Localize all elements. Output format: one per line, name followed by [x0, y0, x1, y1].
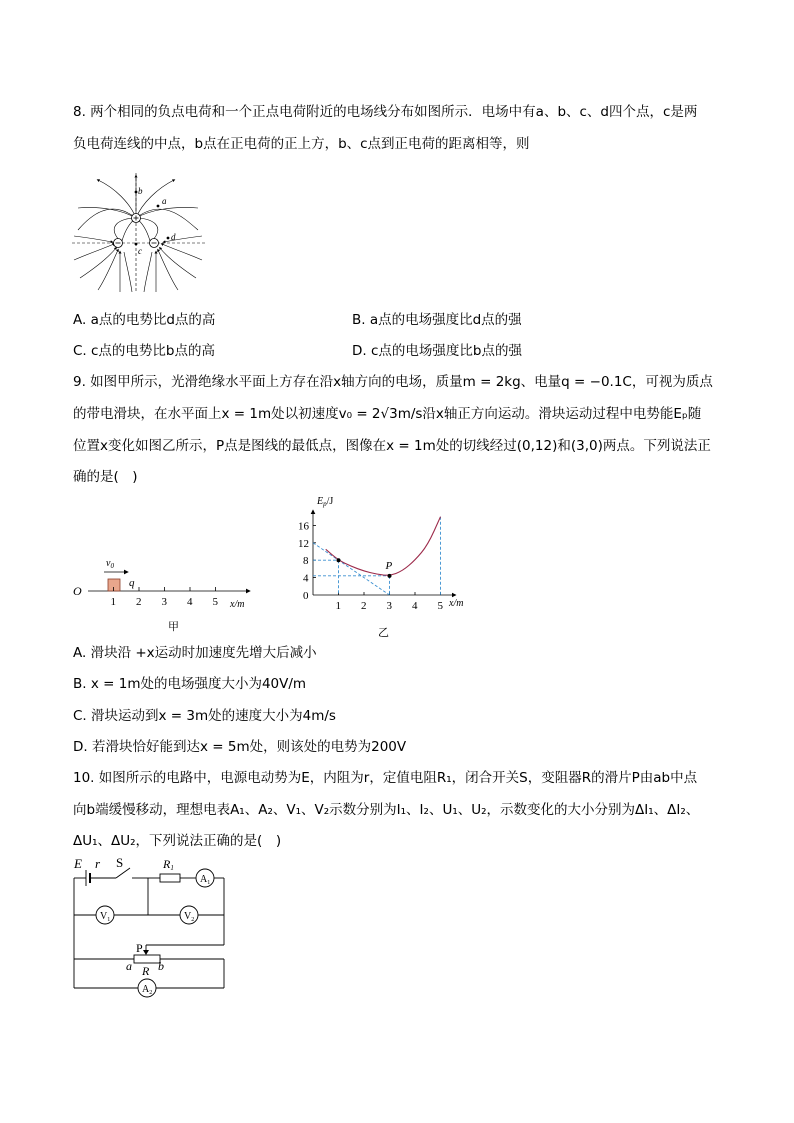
marked-point	[388, 574, 392, 578]
jia-tick-label: 5	[212, 596, 218, 608]
svg-text:A2: $A_2$	[142, 984, 153, 996]
ammeter-a2	[138, 979, 156, 997]
q8-option-d: D. c点的电场强度比b点的强	[352, 343, 522, 359]
yi-y-tick-label: 16	[298, 520, 309, 533]
q9-stem-line-1: 9. 如图甲所示，光滑绝缘水平面上方存在沿x轴方向的电场，质量m = 2kg、电量q = −0.1C，可视为质点	[73, 374, 713, 390]
y-axis-label: E	[317, 496, 324, 507]
v0-label: v	[106, 558, 111, 569]
figure-yi	[285, 490, 475, 640]
q9-stem-line-4: 确的是( )	[73, 469, 138, 485]
yi-x-tick-label: 3	[386, 600, 392, 612]
svg-text:v0	[106, 558, 114, 570]
q10-stem-line-1: 10. 如图所示的电路中，电源电动势为E，内阻为r，定值电阻R₁，闭合开关S，变阻器R的滑片P由ab中点	[73, 770, 698, 786]
yi-y-tick-label: 4	[303, 572, 309, 585]
slider-block	[108, 579, 120, 591]
svg-text:A1: $A_1$	[200, 874, 211, 886]
y-axis-label-sub: p	[323, 500, 327, 508]
yi-x-axis-label: x/m	[449, 598, 464, 609]
jia-tick-label: 2	[136, 596, 142, 608]
ep-curve	[326, 517, 441, 576]
q9-option-a: A. 滑块沿 +x运动时加速度先增大后减小	[73, 645, 317, 661]
q10-stem-line-2: 向b端缓慢移动，理想电表A₁、A₂、V₁、V₂示数分别为I₁、I₂、U₁、U₂，示数变化的大小分别为ΔI₁、ΔI₂、	[73, 802, 700, 818]
label-p: P	[136, 941, 143, 955]
svg-text:V2: $V_2$	[184, 911, 195, 923]
x-axis-label: x/m	[230, 599, 245, 610]
label-c: c	[138, 246, 142, 256]
label-r1: R	[163, 857, 171, 871]
label-a: a	[126, 959, 132, 973]
jia-tick-label: 4	[187, 596, 193, 608]
yi-x-tick-label: 5	[437, 600, 443, 612]
label-r: r	[95, 856, 101, 871]
label-s: S	[116, 855, 124, 870]
svg-text:Ep/J	[316, 496, 333, 508]
yi-y-tick-label: 0	[303, 590, 309, 602]
label-rheostat-r: R	[142, 964, 150, 978]
q8-stem-line-1: 8. 两个相同的负点电荷和一个正点电荷附近的电场线分布如图所示．电场中有a、b、c、d四个点，c是两	[73, 104, 698, 120]
svg-text:V1: $V_1$	[100, 911, 111, 923]
v0-subscript: 0	[110, 562, 114, 570]
caption-yi: 乙	[378, 627, 389, 639]
field-lines-figure	[70, 168, 210, 296]
q9-option-d: D. 若滑块恰好能到达x = 5m处，则该处的电势为200V	[73, 739, 407, 755]
label-e: E	[74, 856, 82, 871]
q8-option-a: A. a点的电势比d点的高	[73, 312, 216, 328]
q8-option-c: C. c点的电势比b点的高	[73, 343, 216, 359]
jia-tick-label: 1	[110, 596, 116, 608]
rheostat	[134, 955, 160, 963]
slider-arrow	[143, 950, 149, 955]
circuit-figure	[70, 855, 230, 1000]
svg-text:R1	[162, 857, 174, 872]
yi-x-tick-label: 2	[361, 600, 367, 612]
voltmeter-v2	[180, 906, 198, 924]
caption-jia: 甲	[168, 621, 179, 633]
q-label: q	[129, 577, 135, 589]
q10-stem-line-3: ΔU₁、ΔU₂，下列说法正确的是( )	[73, 833, 282, 849]
label-d: d	[171, 232, 176, 242]
jia-tick-label: 3	[161, 596, 167, 608]
point-p-label: P	[385, 559, 393, 572]
label-a: a	[162, 196, 167, 206]
label-r1-sub: 1	[170, 864, 174, 872]
label-b: b	[158, 959, 164, 973]
marked-point	[337, 558, 341, 562]
q8-option-b: B. a点的电场强度比d点的强	[352, 312, 522, 328]
y-axis-unit: /J	[326, 496, 334, 507]
origin-label: O	[73, 584, 82, 598]
q9-option-b: B. x = 1m处的电场强度大小为40V/m	[73, 676, 307, 692]
q9-stem-line-3: 位置x变化如图乙所示，P点是图线的最低点，图像在x = 1m处的切线经过(0,12)和(3,0)两点。下列说法正	[73, 438, 711, 454]
ammeter-a1	[196, 869, 214, 887]
yi-x-tick-label: 4	[412, 600, 418, 612]
figure-jia	[70, 555, 255, 635]
label-b: b	[138, 186, 143, 196]
q8-stem-line-2: 负电荷连线的中点，b点在正电荷的正上方，b、c点到正电荷的距离相等，则	[73, 136, 530, 152]
yi-y-tick-label: 12	[298, 537, 309, 550]
voltmeter-v1	[96, 906, 114, 924]
yi-x-tick-label: 1	[335, 600, 341, 612]
q9-stem-line-2: 的带电滑块，在水平面上x = 1m处以初速度v₀ = 2√3m/s沿x轴正方向运动。滑块运动过程中电势能Eₚ随	[73, 406, 702, 422]
q9-option-c: C. 滑块运动到x = 3m处的速度大小为4m/s	[73, 708, 336, 724]
tangent-line	[313, 543, 390, 595]
yi-y-tick-label: 8	[303, 555, 309, 568]
resistor-r1	[160, 874, 180, 882]
